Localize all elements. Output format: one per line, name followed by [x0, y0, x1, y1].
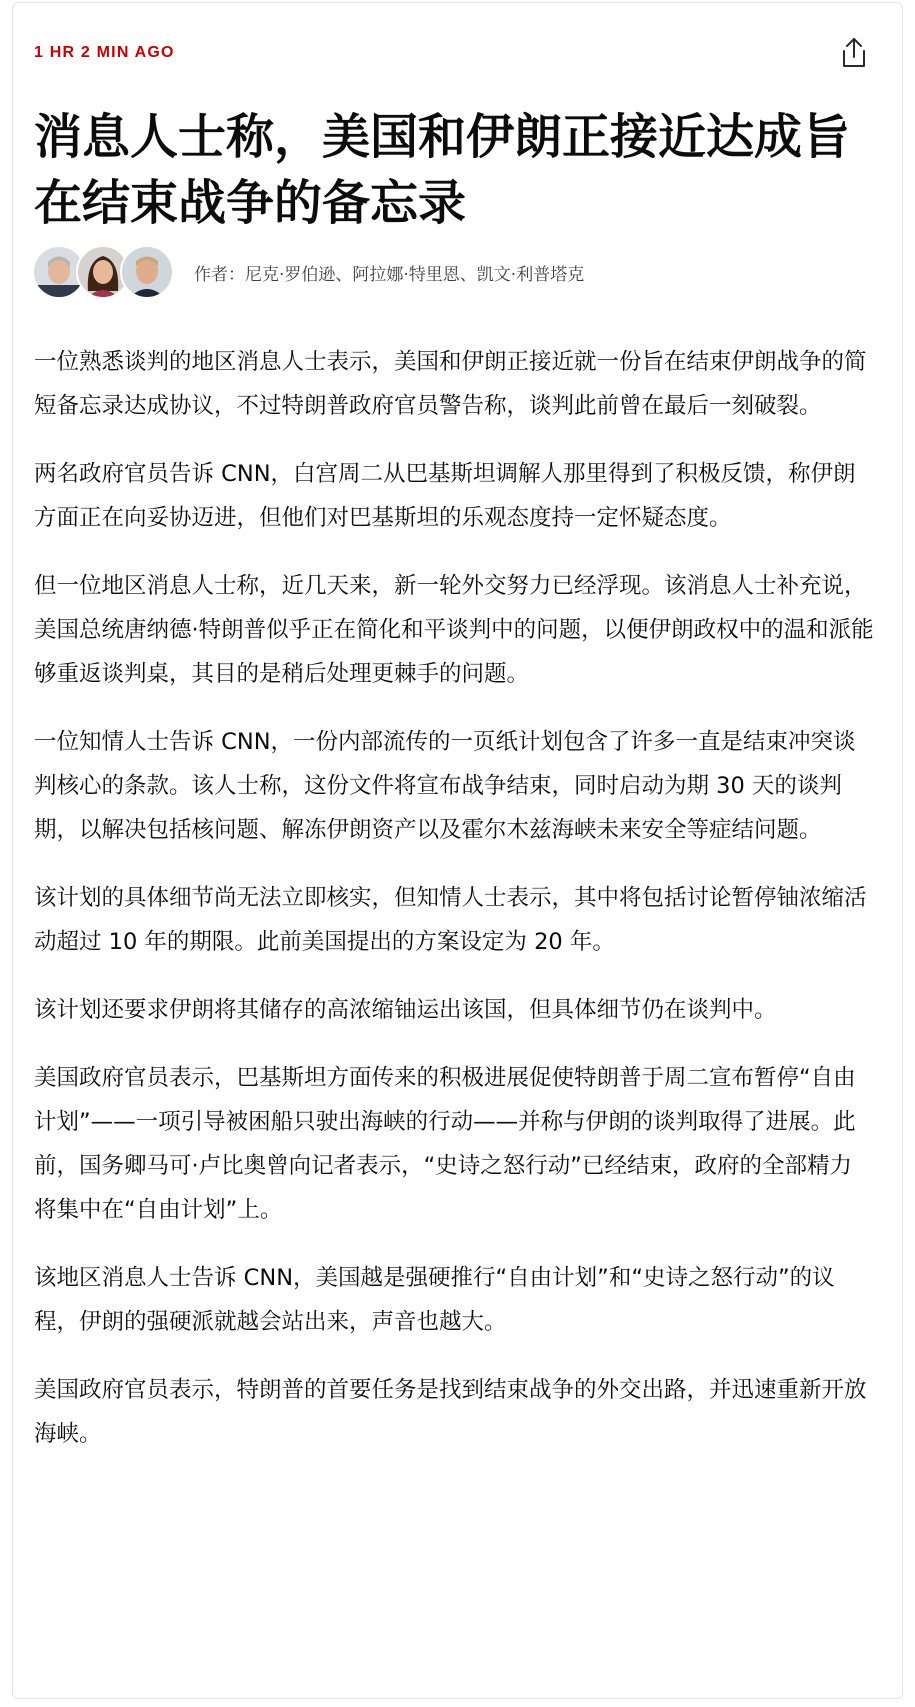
paragraph: 一位熟悉谈判的地区消息人士表示，美国和伊朗正接近就一份旨在结束伊朗战争的简短备忘录达成协议，不过特朗普政府官员警告称，谈判此前曾在最后一刻破裂。 [34, 349, 867, 419]
paragraph: 但一位地区消息人士称，近几天来，新一轮外交努力已经浮现。该消息人士补充说，美国总统唐纳德·特朗普似乎正在简化和平谈判中的问题，以便伊朗政权中的温和派能够重返谈判桌，其目的是稍后处理更棘手的问题。 [34, 573, 874, 687]
article-timestamp: 1 HR 2 MIN AGO [34, 44, 175, 61]
byline-authors: 作者：尼克·罗伯逊、阿拉娜·特里恩、凯文·利普塔克 [194, 264, 585, 285]
share-icon [839, 36, 869, 70]
paragraph: 该计划的具体细节尚无法立即核实，但知情人士表示，其中将包括讨论暂停铀浓缩活动超过 10 年的期限。此前美国提出的方案设定为 20 年。 [34, 885, 867, 955]
byline [32, 244, 584, 300]
author-avatar[interactable] [120, 245, 174, 299]
paragraph: 两名政府官员告诉 CNN，白宫周二从巴基斯坦调解人那里得到了积极反馈，称伊朗方面正在向妥协迈进，但他们对巴基斯坦的乐观态度持一定怀疑态度。 [34, 461, 856, 531]
share-button[interactable] [839, 36, 869, 70]
paragraph: 美国政府官员表示，特朗普的首要任务是找到结束战争的外交出路，并迅速重新开放海峡。 [34, 1377, 867, 1447]
paragraph: 一位知情人士告诉 CNN，一份内部流传的一页纸计划包含了许多一直是结束冲突谈判核心的条款。该人士称，这份文件将宣布战争结束，同时启动为期 30 天的谈判期，以解决包括核问题、解冻伊朗资产以及霍尔木兹海峡未来安全等症结问题。 [34, 729, 856, 843]
paragraph: 该计划还要求伊朗将其储存的高浓缩铀运出该国，但具体细节仍在谈判中。 [34, 997, 777, 1023]
paragraph: 美国政府官员表示，巴基斯坦方面传来的积极进展促使特朗普于周二宣布暂停“自由计划”——一项引导被困船只驶出海峡的行动——并称与伊朗的谈判取得了进展。此前，国务卿马可·卢比奥曾向记者表示，“史诗之怒行动”已经结束，政府的全部精力将集中在“自由计划”上。 [34, 1065, 856, 1223]
paragraph: 该地区消息人士告诉 CNN，美国越是强硬推行“自由计划”和“史诗之怒行动”的议程，伊朗的强硬派就越会站出来，声音也越大。 [34, 1265, 835, 1335]
author-avatars [32, 245, 174, 299]
article-body [34, 340, 874, 1480]
author-avatar-image-3 [122, 247, 172, 297]
article-headline: 消息人士称，美国和伊朗正接近达成旨在结束战争的备忘录 [34, 109, 851, 231]
